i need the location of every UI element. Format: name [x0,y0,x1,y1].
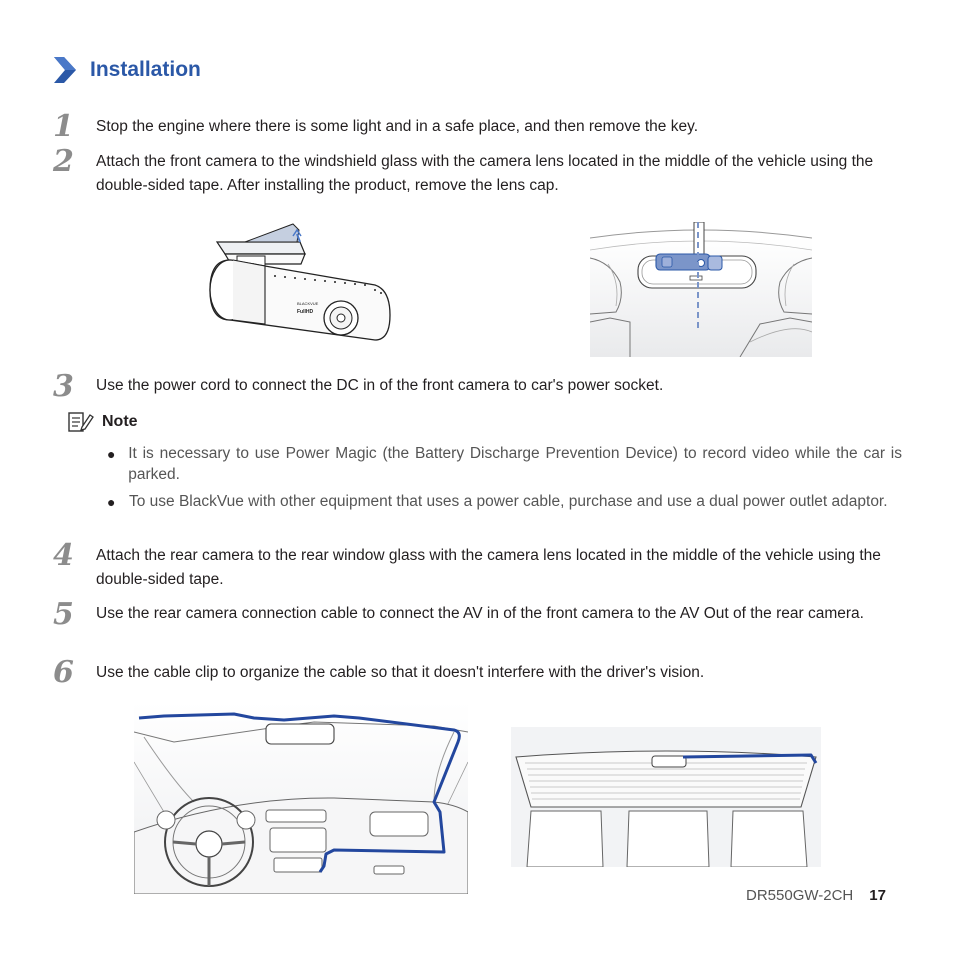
step-text: Use the cable clip to organize the cable so that it doesn't interfere with the driver's vision. [96,664,705,681]
bullet-icon: ● [107,446,116,462]
note-bullet-text: It is necessary to use Power Magic (the Battery Discharge Prevention Device) to record video while the car is parked. [128,445,902,483]
rear-window-illustration [511,727,821,867]
note-bullet [107,443,902,485]
note-bullet [107,491,902,513]
footer-model: DR550GW-2CH [746,887,854,904]
hd-label: FullHD [297,309,314,315]
section-title: Installation [90,58,201,81]
page-number: 17 [869,887,886,904]
step-number: 4 [53,538,74,573]
step-number: 1 [53,109,74,144]
step-number: 2 [53,144,74,179]
dashboard-cable-illustration [134,702,468,894]
note-title: Note [102,413,138,430]
step-text: Attach the rear camera to the rear window glass with the camera lens located in the middle of the vehicle using the double-sided tape. [96,547,881,588]
step-text: Attach the front camera to the windshield glass with the camera lens located in the middle of the vehicle using the double-sided tape. After installing the product, remove the lens cap. [96,153,874,194]
section-header [52,54,201,86]
step-number: 3 [53,369,74,404]
step-number: 6 [53,655,74,690]
note-header [68,411,138,433]
step-number: 5 [53,597,74,632]
step-text: Stop the engine where there is some light and in a safe place, and then remove the key. [96,118,699,135]
page-footer [746,887,886,904]
windshield-mount-illustration [590,222,812,357]
front-camera-illustration [205,220,395,350]
note-icon [68,411,94,433]
brand-label: BLACKVUE [297,301,319,306]
step-text: Use the rear camera connection cable to connect the AV in of the front camera to the AV Out of the rear camera. [96,605,864,622]
bullet-icon: ● [107,494,116,510]
step-text: Use the power cord to connect the DC in of the front camera to car's power socket. [96,377,664,394]
chevron-right-icon [52,55,78,85]
note-bullet-text: To use BlackVue with other equipment that uses a power cable, purchase and use a dual power outlet adaptor. [129,493,888,510]
